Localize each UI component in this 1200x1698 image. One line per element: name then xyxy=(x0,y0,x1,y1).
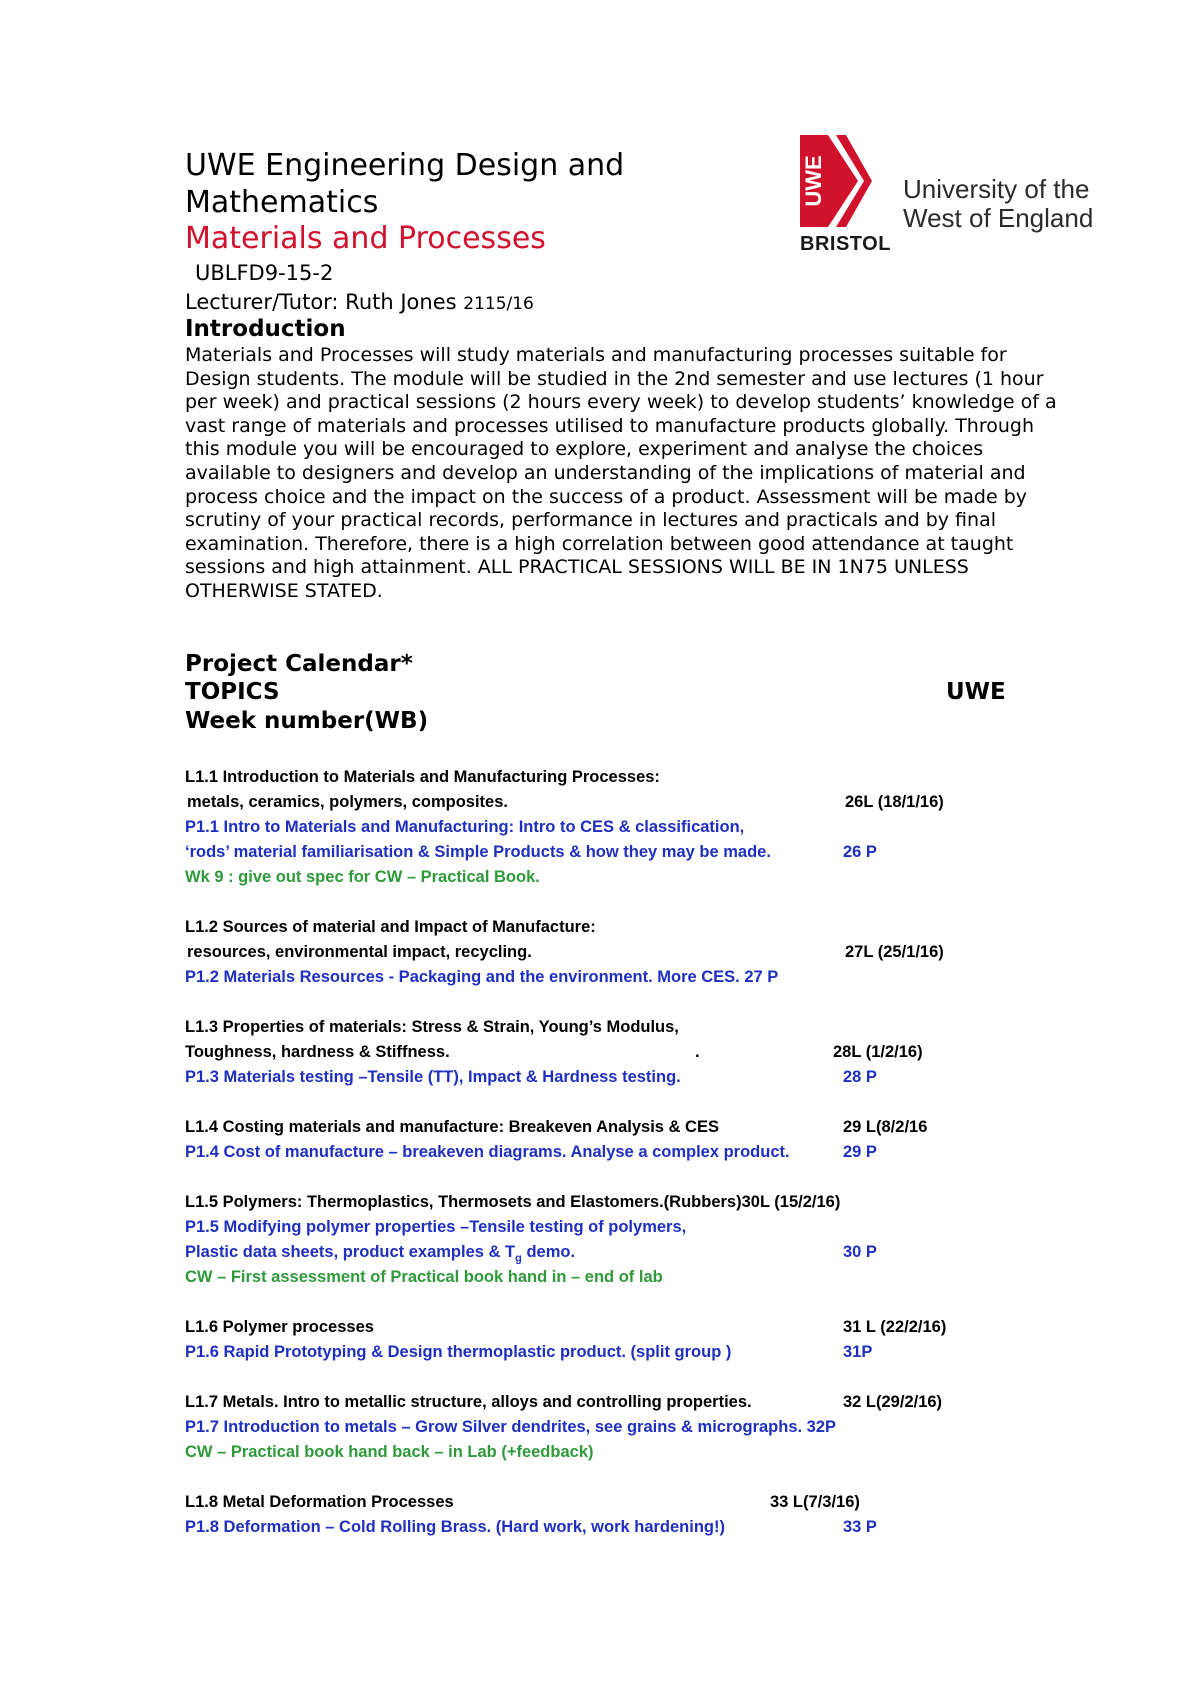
lecture-1-6-title: L1.6 Polymer processes xyxy=(185,1318,374,1336)
logo-name-line1: University of the xyxy=(903,174,1090,204)
lecture-1-1-week: 26L (18/1/16) xyxy=(845,793,944,811)
logo-city: BRISTOL xyxy=(800,233,891,255)
practical-1-2-title: P1.2 Materials Resources - Packaging and the environment. More CES. xyxy=(185,968,740,986)
document-title-line1: UWE Engineering Design and xyxy=(185,148,625,183)
logo-name-line2: West of England xyxy=(903,203,1094,233)
intro-heading: Introduction xyxy=(185,316,346,342)
lecture-1-7-title: L1.7 Metals. Intro to metallic structure, alloys and controlling properties. xyxy=(185,1393,752,1411)
practical-1-2-week: 27 P xyxy=(744,968,779,986)
lecture-1-3-title: L1.3 Properties of materials: Stress & Strain, Young’s Modulus, xyxy=(185,1018,679,1036)
practical-1-5-title: P1.5 Modifying polymer properties –Tensile testing of polymers, xyxy=(185,1218,687,1236)
lecture-1-3-topics: Toughness, hardness & Stiffness. xyxy=(185,1043,450,1061)
lecture-1-2-week: 27L (25/1/16) xyxy=(845,943,944,961)
lecture-1-1-topics: metals, ceramics, polymers, composites. xyxy=(187,793,508,811)
logo-mark-text: UWE xyxy=(801,155,826,207)
lecturer-line xyxy=(185,290,534,314)
practical-1-6-title: P1.6 Rapid Prototyping & Design thermoplastic product. (split group ) xyxy=(185,1343,732,1361)
practical-1-7-title: P1.7 Introduction to metals – Grow Silver dendrites, see grains & micrographs. 32P xyxy=(185,1418,837,1436)
practical-1-6-week: 31P xyxy=(843,1343,873,1361)
lecture-1-2-title: L1.2 Sources of material and Impact of Manufacture: xyxy=(185,918,596,936)
practical-1-8-week: 33 P xyxy=(843,1518,877,1536)
practical-1-1-week: 26 P xyxy=(843,843,877,861)
module-code: UBLFD9-15-2 xyxy=(195,261,334,285)
calendar-heading: Project Calendar* xyxy=(185,651,413,677)
practical-1-5-week: 30 P xyxy=(843,1243,877,1261)
col-week-number: Week number(WB) xyxy=(185,708,429,734)
academic-year: 2115/16 xyxy=(463,294,534,314)
lecture-1-8-title: L1.8 Metal Deformation Processes xyxy=(185,1493,454,1511)
col-topics: TOPICS xyxy=(185,679,280,705)
practical-1-5-detail-text: Plastic data sheets, product examples & T xyxy=(185,1243,516,1261)
document-title-line2: Mathematics xyxy=(185,185,379,220)
col-uwe: UWE xyxy=(946,679,1006,705)
practical-1-5-detail xyxy=(185,1243,575,1264)
practical-1-3-title: P1.3 Materials testing –Tensile (TT), Impact & Hardness testing. xyxy=(185,1068,681,1086)
tg-subscript: g xyxy=(515,1252,522,1265)
lecture-1-4-week: 29 L(8/2/16 xyxy=(843,1118,928,1136)
lecture-1-6-week: 31 L (22/2/16) xyxy=(843,1318,947,1336)
practical-1-3-week: 28 P xyxy=(843,1068,877,1086)
intro-paragraph: Materials and Processes will study materials and manufacturing processes suitable for Design students. The module will be studied in the 2nd semester and use lectures (1 hour per week) and practical sessions (2 hours every week) to develop students’ knowledge of a vast range of materials and processes utilised to manufacture products globally. Through this module you will be encouraged to explore, experiment and analyse the choices available to designers and develop an understanding of the implications of material and process choice and the impact on the success of a product. Assessment will be made by scrutiny of your practical records, performance in lectures and practicals and by final examination. Therefore, there is a high correlation between good attendance at taught sessions and high attainment. ALL PRACTICAL SESSIONS WILL BE IN 1N75 UNLESS OTHERWISE STATED. xyxy=(185,344,1057,602)
practical-1-4-week: 29 P xyxy=(843,1143,877,1161)
lecture-1-2-topics: resources, environmental impact, recycling. xyxy=(187,943,532,961)
practical-1-1-detail: ‘rods’ material familiarisation & Simple Products & how they may be made. xyxy=(185,843,771,861)
practical-1-8-title: P1.8 Deformation – Cold Rolling Brass. (Hard work, work hardening!) xyxy=(185,1518,725,1536)
lecture-1-1-title: L1.1 Introduction to Materials and Manufacturing Processes: xyxy=(185,768,660,786)
lecturer-label: Lecturer/Tutor: Ruth Jones xyxy=(185,290,464,314)
practical-1-1-title: P1.1 Intro to Materials and Manufacturing: Intro to CES & classification, xyxy=(185,818,745,836)
practical-1-2-line xyxy=(185,968,778,987)
lecture-1-5-title: L1.5 Polymers: Thermoplastics, Thermosets and Elastomers.(Rubbers)30L (15/2/16) xyxy=(185,1193,841,1211)
uwe-logo-mark-icon xyxy=(800,135,900,230)
practical-1-4-title: P1.4 Cost of manufacture – breakeven diagrams. Analyse a complex product. xyxy=(185,1143,790,1161)
module-name: Materials and Processes xyxy=(185,221,546,256)
lecture-1-4-title: L1.4 Costing materials and manufacture: Breakeven Analysis & CES xyxy=(185,1118,719,1136)
lecture-1-3-dot: . xyxy=(695,1043,700,1061)
coursework-spec-note: Wk 9 : give out spec for CW – Practical Book. xyxy=(185,868,540,886)
lecture-1-8-week: 33 L(7/3/16) xyxy=(770,1493,860,1511)
coursework-hand-back: CW – Practical book hand back – in Lab (+feedback) xyxy=(185,1443,594,1461)
coursework-first-assessment: CW – First assessment of Practical book hand in – end of lab xyxy=(185,1268,663,1286)
practical-1-5-demo: demo. xyxy=(521,1243,576,1261)
uwe-logo xyxy=(800,135,1100,260)
lecture-1-3-week: 28L (1/2/16) xyxy=(833,1043,923,1061)
lecture-1-7-week: 32 L(29/2/16) xyxy=(843,1393,943,1411)
